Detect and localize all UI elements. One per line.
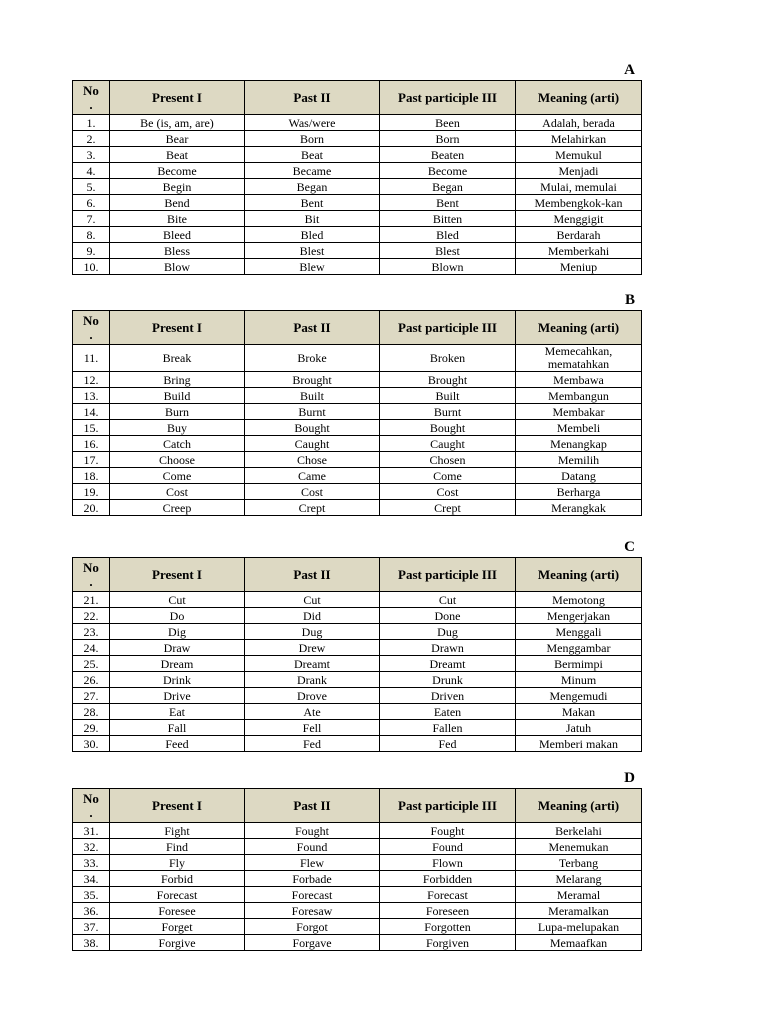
table-row [73,903,642,919]
cell-meaning: Berdarah [516,227,642,243]
cell-past: Crept [245,500,380,516]
cell-participle: Dreamt [380,656,516,672]
cell-participle: Come [380,468,516,484]
cell-no: 36. [73,903,110,919]
table-row [73,179,642,195]
table-row [73,404,642,420]
cell-no: 7. [73,211,110,227]
cell-meaning: Membangun [516,388,642,404]
header-past: Past II [245,558,380,592]
cell-present: Draw [110,640,245,656]
cell-meaning: Makan [516,704,642,720]
cell-past: Brought [245,372,380,388]
table-row [73,259,642,275]
cell-meaning: Berkelahi [516,823,642,839]
verb-table [72,788,642,951]
verb-table [72,557,642,752]
table-row [73,592,642,608]
cell-no: 26. [73,672,110,688]
cell-meaning: Adalah, berada [516,115,642,131]
header-past: Past II [245,311,380,345]
cell-participle: Fed [380,736,516,752]
cell-present: Fly [110,855,245,871]
cell-past: Blew [245,259,380,275]
cell-present: Fall [110,720,245,736]
cell-past: Broke [245,345,380,372]
cell-participle: Cut [380,592,516,608]
table-row [73,163,642,179]
cell-present: Creep [110,500,245,516]
cell-present: Bleed [110,227,245,243]
cell-no: 28. [73,704,110,720]
cell-past: Became [245,163,380,179]
cell-present: Bite [110,211,245,227]
table-row [73,211,642,227]
section-letter: B [624,292,635,308]
cell-participle: Blest [380,243,516,259]
cell-no: 15. [73,420,110,436]
header-no-text: No [83,82,99,98]
table-row [73,195,642,211]
cell-present: Foresee [110,903,245,919]
cell-past: Forbade [245,871,380,887]
table-row [73,672,642,688]
cell-participle: Driven [380,688,516,704]
cell-meaning: Membengkok-kan [516,195,642,211]
header-past: Past II [245,789,380,823]
cell-no: 11. [73,345,110,372]
cell-meaning: Mengemudi [516,688,642,704]
cell-past: Fought [245,823,380,839]
cell-no: 5. [73,179,110,195]
cell-present: Be (is, am, are) [110,115,245,131]
cell-no: 27. [73,688,110,704]
cell-present: Eat [110,704,245,720]
header-row [73,789,642,823]
cell-participle: Become [380,163,516,179]
cell-past: Drank [245,672,380,688]
cell-meaning: Memukul [516,147,642,163]
cell-present: Become [110,163,245,179]
cell-past: Cost [245,484,380,500]
header-no-dot: . [89,804,93,820]
cell-past: Blest [245,243,380,259]
cell-meaning: Meramalkan [516,903,642,919]
cell-meaning: Melahirkan [516,131,642,147]
cell-meaning: Bermimpi [516,656,642,672]
cell-past: Fed [245,736,380,752]
cell-past: Bled [245,227,380,243]
cell-meaning: Minum [516,672,642,688]
cell-no: 1. [73,115,110,131]
cell-present: Choose [110,452,245,468]
cell-past: Forgot [245,919,380,935]
cell-past: Beat [245,147,380,163]
table-row [73,500,642,516]
cell-no: 4. [73,163,110,179]
header-participle: Past participle III [380,558,516,592]
table-row [73,131,642,147]
cell-present: Bless [110,243,245,259]
cell-present: Bend [110,195,245,211]
cell-participle: Brought [380,372,516,388]
header-no [73,311,110,345]
table-row [73,345,642,372]
cell-past: Flew [245,855,380,871]
cell-no: 38. [73,935,110,951]
cell-no: 13. [73,388,110,404]
cell-past: Was/were [245,115,380,131]
table-row [73,468,642,484]
table-row [73,436,642,452]
cell-past: Dreamt [245,656,380,672]
header-meaning: Meaning (arti) [516,81,642,115]
cell-participle: Forecast [380,887,516,903]
table-row [73,624,642,640]
header-present: Present I [110,789,245,823]
header-past: Past II [245,81,380,115]
table-row [73,372,642,388]
header-no-dot: . [89,326,93,342]
cell-participle: Forgiven [380,935,516,951]
cell-past: Came [245,468,380,484]
cell-no: 2. [73,131,110,147]
cell-meaning: Lupa-melupakan [516,919,642,935]
cell-meaning: Memaafkan [516,935,642,951]
table-row [73,871,642,887]
cell-present: Feed [110,736,245,752]
cell-meaning: Meramal [516,887,642,903]
cell-meaning: Membawa [516,372,642,388]
cell-past: Bought [245,420,380,436]
header-present: Present I [110,558,245,592]
cell-present: Beat [110,147,245,163]
cell-no: 10. [73,259,110,275]
cell-participle: Foreseen [380,903,516,919]
cell-present: Forget [110,919,245,935]
cell-past: Began [245,179,380,195]
cell-meaning: Memberkahi [516,243,642,259]
cell-meaning: Datang [516,468,642,484]
header-present: Present I [110,81,245,115]
table-row [73,452,642,468]
cell-present: Drink [110,672,245,688]
section-letter: A [624,62,635,78]
table-row [73,823,642,839]
header-meaning: Meaning (arti) [516,311,642,345]
cell-no: 9. [73,243,110,259]
section-letter: C [624,539,635,555]
cell-participle: Burnt [380,404,516,420]
table-row [73,839,642,855]
cell-participle: Broken [380,345,516,372]
cell-participle: Bitten [380,211,516,227]
cell-present: Blow [110,259,245,275]
table-row [73,704,642,720]
cell-no: 33. [73,855,110,871]
cell-meaning: Mulai, memulai [516,179,642,195]
header-meaning: Meaning (arti) [516,558,642,592]
cell-present: Cut [110,592,245,608]
cell-no: 18. [73,468,110,484]
cell-meaning: Merangkak [516,500,642,516]
cell-no: 6. [73,195,110,211]
cell-no: 8. [73,227,110,243]
cell-no: 23. [73,624,110,640]
cell-past: Bent [245,195,380,211]
cell-participle: Bent [380,195,516,211]
cell-past: Found [245,839,380,855]
cell-present: Burn [110,404,245,420]
table-row [73,608,642,624]
cell-participle: Blown [380,259,516,275]
header-no-text: No [83,559,99,575]
cell-participle: Fallen [380,720,516,736]
cell-no: 3. [73,147,110,163]
verb-table [72,80,642,275]
cell-present: Dream [110,656,245,672]
cell-participle: Forgotten [380,919,516,935]
cell-present: Fight [110,823,245,839]
cell-participle: Chosen [380,452,516,468]
section-letter: D [624,770,635,786]
header-meaning: Meaning (arti) [516,789,642,823]
cell-participle: Flown [380,855,516,871]
cell-no: 31. [73,823,110,839]
cell-past: Bit [245,211,380,227]
cell-no: 20. [73,500,110,516]
cell-past: Foresaw [245,903,380,919]
cell-present: Forecast [110,887,245,903]
cell-meaning: Menemukan [516,839,642,855]
header-row [73,81,642,115]
cell-participle: Crept [380,500,516,516]
cell-no: 17. [73,452,110,468]
cell-present: Find [110,839,245,855]
table-row [73,935,642,951]
header-no-text: No [83,790,99,806]
verb-table [72,310,642,516]
cell-no: 37. [73,919,110,935]
cell-participle: Forbidden [380,871,516,887]
cell-no: 21. [73,592,110,608]
cell-meaning: Menangkap [516,436,642,452]
cell-present: Cost [110,484,245,500]
header-row [73,558,642,592]
cell-participle: Born [380,131,516,147]
cell-no: 34. [73,871,110,887]
cell-no: 25. [73,656,110,672]
cell-participle: Built [380,388,516,404]
table-row [73,855,642,871]
cell-participle: Began [380,179,516,195]
cell-meaning: Jatuh [516,720,642,736]
cell-meaning: Memotong [516,592,642,608]
header-present: Present I [110,311,245,345]
table-row [73,420,642,436]
cell-present: Bring [110,372,245,388]
cell-meaning: Membeli [516,420,642,436]
table-row [73,243,642,259]
cell-past: Born [245,131,380,147]
cell-past: Drove [245,688,380,704]
table-row [73,484,642,500]
cell-participle: Drawn [380,640,516,656]
cell-past: Forgave [245,935,380,951]
cell-meaning: Berharga [516,484,642,500]
cell-past: Forecast [245,887,380,903]
cell-meaning: Menggali [516,624,642,640]
header-no [73,558,110,592]
cell-past: Cut [245,592,380,608]
cell-present: Come [110,468,245,484]
header-row [73,311,642,345]
cell-present: Forbid [110,871,245,887]
cell-past: Burnt [245,404,380,420]
cell-present: Do [110,608,245,624]
header-no-text: No [83,312,99,328]
header-no [73,789,110,823]
cell-past: Built [245,388,380,404]
cell-no: 24. [73,640,110,656]
cell-past: Caught [245,436,380,452]
cell-no: 35. [73,887,110,903]
cell-participle: Bought [380,420,516,436]
cell-no: 19. [73,484,110,500]
cell-present: Begin [110,179,245,195]
table-row [73,720,642,736]
cell-no: 22. [73,608,110,624]
cell-meaning: Membakar [516,404,642,420]
cell-past: Drew [245,640,380,656]
cell-present: Build [110,388,245,404]
table-row [73,147,642,163]
cell-meaning: Menjadi [516,163,642,179]
table-row [73,227,642,243]
cell-participle: Dug [380,624,516,640]
cell-participle: Caught [380,436,516,452]
cell-no: 14. [73,404,110,420]
header-participle: Past participle III [380,81,516,115]
cell-meaning: Mengerjakan [516,608,642,624]
cell-participle: Been [380,115,516,131]
cell-no: 32. [73,839,110,855]
cell-participle: Found [380,839,516,855]
cell-past: Fell [245,720,380,736]
cell-participle: Done [380,608,516,624]
cell-participle: Drunk [380,672,516,688]
cell-participle: Beaten [380,147,516,163]
cell-meaning: Memilih [516,452,642,468]
cell-present: Dig [110,624,245,640]
table-row [73,656,642,672]
header-participle: Past participle III [380,789,516,823]
cell-past: Chose [245,452,380,468]
cell-past: Dug [245,624,380,640]
cell-past: Ate [245,704,380,720]
table-row [73,919,642,935]
cell-no: 16. [73,436,110,452]
table-row [73,640,642,656]
cell-participle: Cost [380,484,516,500]
table-row [73,887,642,903]
cell-participle: Bled [380,227,516,243]
cell-past: Did [245,608,380,624]
table-row [73,115,642,131]
cell-meaning: Memecahkan, mematahkan [516,345,642,372]
cell-present: Break [110,345,245,372]
cell-present: Drive [110,688,245,704]
cell-no: 12. [73,372,110,388]
table-row [73,736,642,752]
cell-participle: Eaten [380,704,516,720]
cell-no: 29. [73,720,110,736]
table-row [73,688,642,704]
header-no-dot: . [89,96,93,112]
header-no-dot: . [89,573,93,589]
cell-present: Forgive [110,935,245,951]
cell-meaning: Terbang [516,855,642,871]
cell-meaning: Melarang [516,871,642,887]
header-participle: Past participle III [380,311,516,345]
cell-meaning: Memberi makan [516,736,642,752]
cell-meaning: Meniup [516,259,642,275]
cell-present: Buy [110,420,245,436]
header-no [73,81,110,115]
cell-present: Bear [110,131,245,147]
cell-present: Catch [110,436,245,452]
cell-participle: Fought [380,823,516,839]
cell-meaning: Menggambar [516,640,642,656]
cell-no: 30. [73,736,110,752]
table-row [73,388,642,404]
cell-meaning: Menggigit [516,211,642,227]
